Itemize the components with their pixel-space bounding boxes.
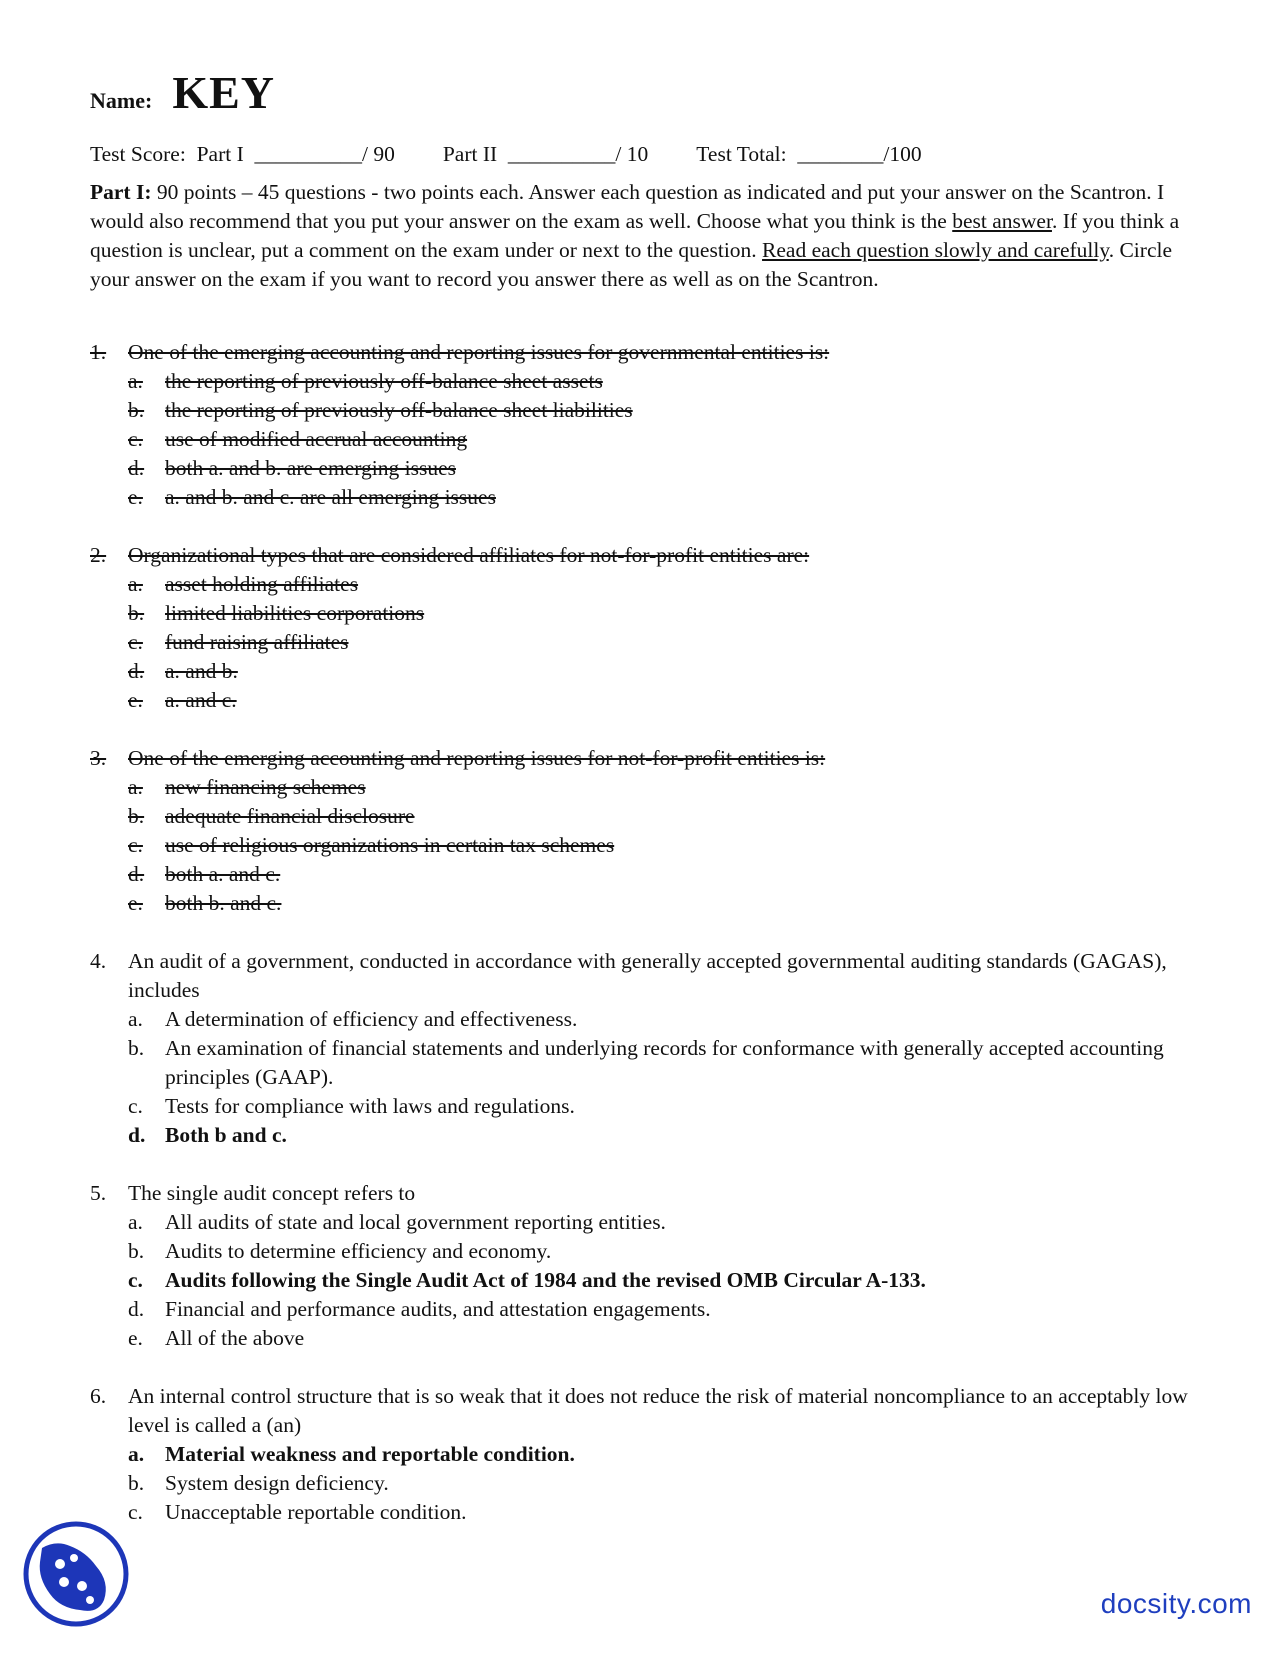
option-letter: a. (128, 369, 143, 393)
option-letter: a. (128, 775, 143, 799)
option-text: the reporting of previously off-balance sheet liabilities (165, 398, 633, 422)
docsity-brand-link[interactable]: docsity.com (1100, 1588, 1252, 1619)
question-5 (90, 1179, 1190, 1353)
option-text: use of religious organizations in certain tax schemes (165, 833, 615, 857)
option-item (90, 657, 1190, 686)
option-letter: d. (128, 1123, 146, 1147)
option-letter: a. (128, 1007, 143, 1031)
option-letter: b. (128, 1471, 145, 1495)
question-number: 1. (90, 340, 107, 364)
option-item (90, 1034, 1190, 1092)
question-stem (90, 947, 1190, 1005)
option-text: asset holding affiliates (165, 572, 359, 596)
option-text: use of modified accrual accounting (165, 427, 468, 451)
question-text: The single audit concept refers to (128, 1181, 416, 1205)
score-row (90, 140, 1190, 169)
option-text: System design deficiency. (165, 1471, 389, 1495)
question-text: One of the emerging accounting and reporting issues for governmental entities is: (128, 340, 830, 364)
question-stem (90, 338, 1190, 367)
option-text: new financing schemes (165, 775, 366, 799)
option-letter: e. (128, 485, 143, 509)
option-text: a. and c. (165, 688, 237, 712)
question-number: 6. (90, 1384, 107, 1408)
option-letter: c. (128, 833, 143, 857)
option-item-answer (90, 1440, 1190, 1469)
option-letter: e. (128, 891, 143, 915)
question-list (90, 338, 1190, 1527)
option-text: Audits to determine efficiency and economy. (165, 1239, 552, 1263)
exam-page (90, 67, 1190, 1556)
option-item (90, 1469, 1190, 1498)
option-text: Audits following the Single Audit Act of 1984 and the revised OMB Circular A-133. (165, 1268, 926, 1292)
instructions-text-2: . If you think a question is unclear, put a comment on the exam under or next to the question. (90, 209, 1180, 262)
option-text: Financial and performance audits, and attestation engagements. (165, 1297, 711, 1321)
instructions-text-3: . Circle your answer on the exam if you want to record you answer there as well as on the Scantron. (90, 238, 1173, 291)
instructions-label: Part I: (90, 180, 152, 204)
name-row (90, 67, 1190, 134)
option-letter: c. (128, 630, 143, 654)
score-part2: Part II __________/ 10 (442, 142, 649, 166)
name-label: Name: (90, 88, 153, 113)
option-text: the reporting of previously off-balance sheet assets (165, 369, 603, 393)
option-letter: b. (128, 1239, 145, 1263)
option-letter: a. (128, 1442, 145, 1466)
question-number: 4. (90, 949, 107, 973)
option-text: Both b and c. (165, 1123, 287, 1147)
option-letter: e. (128, 688, 143, 712)
question-number: 2. (90, 543, 107, 567)
option-item (90, 1208, 1190, 1237)
option-text: Tests for compliance with laws and regulations. (165, 1094, 575, 1118)
option-letter: a. (128, 572, 143, 596)
question-text: An audit of a government, conducted in accordance with generally accepted governmental auditing standards (GAGAS), includes (128, 949, 1167, 1002)
option-letter: c. (128, 1268, 143, 1292)
option-letter: c. (128, 427, 143, 451)
name-value: KEY (172, 67, 275, 118)
option-letter: d. (128, 1297, 145, 1321)
option-text: limited liabilities corporations (165, 601, 425, 625)
question-text: An internal control structure that is so weak that it does not reduce the risk of material noncompliance to an acceptably low level is called a (an) (128, 1384, 1188, 1437)
question-number: 3. (90, 746, 107, 770)
option-item (90, 831, 1190, 860)
option-text: An examination of financial statements and underlying records for conformance with generally accepted accounting principles (GAAP). (165, 1036, 1164, 1089)
option-item (90, 367, 1190, 396)
question-text: Organizational types that are considered affiliates for not-for-profit entities are: (128, 543, 810, 567)
question-6 (90, 1382, 1190, 1527)
option-letter: c. (128, 1500, 143, 1524)
option-item (90, 773, 1190, 802)
option-item (90, 1092, 1190, 1121)
option-text: a. and b. (165, 659, 238, 683)
option-item (90, 1237, 1190, 1266)
instructions-underline-1: best answer (952, 209, 1052, 233)
option-item (90, 860, 1190, 889)
question-1 (90, 338, 1190, 512)
option-letter: a. (128, 1210, 143, 1234)
question-3 (90, 744, 1190, 918)
instructions (90, 178, 1190, 294)
option-letter: d. (128, 659, 145, 683)
option-item (90, 454, 1190, 483)
option-text: adequate financial disclosure (165, 804, 415, 828)
instructions-underline-2: Read each question slowly and carefully (762, 238, 1109, 262)
question-4 (90, 947, 1190, 1150)
option-item (90, 599, 1190, 628)
option-text: Material weakness and reportable condition. (165, 1442, 575, 1466)
question-stem (90, 744, 1190, 773)
instructions-text-1: 90 points – 45 questions - two points each. Answer each question as indicated and put your answer on the Scantron. I would also recommend that you put your answer on the exam as well. Choose what you think is the (90, 180, 1165, 233)
option-item (90, 1324, 1190, 1353)
question-stem (90, 1382, 1190, 1440)
option-text: both a. and c. (165, 862, 281, 886)
score-part1: Test Score: Part I __________/ 90 (90, 142, 395, 166)
option-text: both b. and c. (165, 891, 282, 915)
option-item (90, 1295, 1190, 1324)
option-text: All audits of state and local government reporting entities. (165, 1210, 666, 1234)
option-item-answer (90, 1121, 1190, 1150)
option-text: A determination of efficiency and effectiveness. (165, 1007, 578, 1031)
option-item (90, 570, 1190, 599)
option-item (90, 483, 1190, 512)
option-text: All of the above (165, 1326, 305, 1350)
option-letter: b. (128, 804, 145, 828)
option-item (90, 686, 1190, 715)
option-text: Unacceptable reportable condition. (165, 1500, 467, 1524)
option-letter: b. (128, 1036, 145, 1060)
question-stem (90, 1179, 1190, 1208)
option-letter: b. (128, 398, 145, 422)
option-item (90, 425, 1190, 454)
docsity-logo-icon[interactable] (20, 1518, 132, 1630)
option-item (90, 1005, 1190, 1034)
option-letter: e. (128, 1326, 143, 1350)
question-stem (90, 541, 1190, 570)
option-text: fund raising affiliates (165, 630, 349, 654)
option-letter: b. (128, 601, 145, 625)
option-item (90, 628, 1190, 657)
option-item (90, 1498, 1190, 1527)
option-item (90, 396, 1190, 425)
question-number: 5. (90, 1181, 107, 1205)
option-letter: c. (128, 1094, 143, 1118)
option-text: a. and b. and c. are all emerging issues (165, 485, 496, 509)
question-text: One of the emerging accounting and reporting issues for not-for-profit entities is: (128, 746, 826, 770)
logo-graphic (20, 1518, 132, 1630)
option-text: both a. and b. are emerging issues (165, 456, 456, 480)
option-item (90, 802, 1190, 831)
score-total: Test Total: ________/100 (696, 142, 922, 166)
option-letter: d. (128, 862, 145, 886)
option-item-answer (90, 1266, 1190, 1295)
option-item (90, 889, 1190, 918)
question-2 (90, 541, 1190, 715)
option-letter: d. (128, 456, 145, 480)
